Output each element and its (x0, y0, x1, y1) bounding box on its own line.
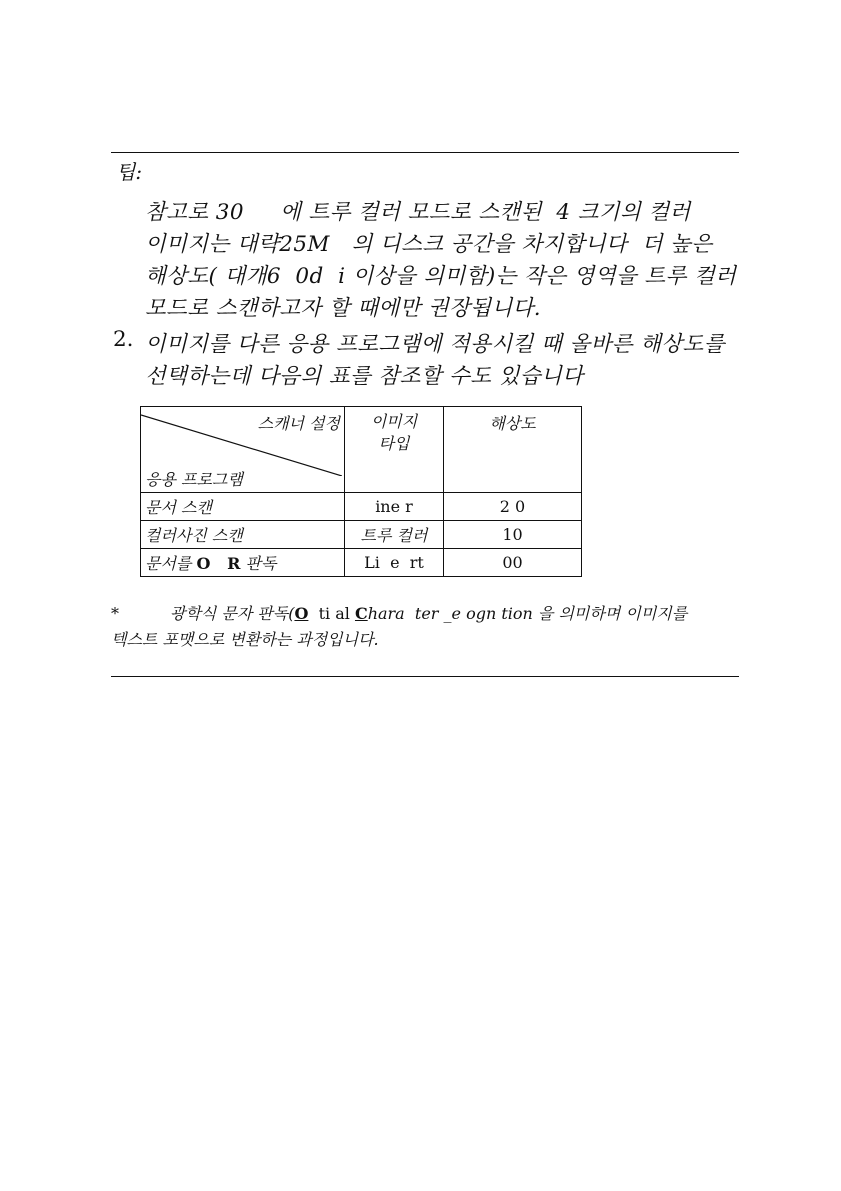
table-row (141, 521, 582, 549)
footnote-c: C (354, 604, 368, 623)
cell-image-type: Li e rt (345, 549, 444, 577)
footnote-line-2: 텍스트 포맷으로 변환하는 과정입니다. (111, 630, 379, 649)
footnote-o: O (294, 604, 309, 623)
diagonal-header-cell (141, 407, 345, 493)
header-image-type (345, 407, 444, 493)
cell-image-type: ine r (345, 493, 444, 521)
header-application: 응용 프로그램 (145, 470, 243, 489)
list-item-text: 선택하는데 다음의 표를 참조할 수도 있습니다 (145, 364, 584, 389)
header-scanner-settings: 스캐너 설정 (257, 414, 340, 433)
cell-resolution: 2 0 (444, 493, 582, 521)
cell-resolution: 10 (444, 521, 582, 549)
tip-paragraph-line: 해상도( 대개6 0d i 이상을 의미함)는 작은 영역을 트루 컬러 (145, 264, 737, 289)
cell-application: 컬러사진 스캔 (141, 521, 345, 549)
header-resolution: 해상도 (444, 407, 582, 493)
list-item-number: 2. (113, 327, 134, 352)
footnote-line-1 (111, 601, 687, 624)
list-item-text: 이미지를 다른 응용 프로그램에 적용시킬 때 올바른 해상도를 (145, 332, 725, 357)
cell-application: 문서 스캔 (141, 493, 345, 521)
table-row (141, 493, 582, 521)
table-row (141, 549, 582, 577)
cell-application-ocr: O R (196, 554, 241, 573)
tip-paragraph-line: 모드로 스캔하고자 할 때에만 권장됩니다. (145, 296, 542, 321)
cell-image-type: 트루 컬러 (345, 521, 444, 549)
resolution-table (140, 406, 582, 577)
cell-application-prefix: 문서를 (145, 554, 192, 573)
cell-resolution: 00 (444, 549, 582, 577)
footnote-text: hara ter _e ogn tion 을 의미하며 이미지를 (367, 604, 688, 623)
bottom-rule (111, 676, 739, 677)
cell-application (141, 549, 345, 577)
tip-paragraph-line: 참고로 30 에 트루 컬러 모드로 스캔된 4 크기의 컬러 (145, 200, 691, 225)
tip-paragraph-line: 이미지는 대략25M 의 디스크 공간을 차지합니다 더 높은 (145, 232, 713, 257)
tip-label: 팁: (116, 160, 143, 184)
cell-application-suffix: 판독 (245, 554, 277, 573)
header-image-type-text: 이미지 타입 (370, 412, 418, 453)
footnote-text: * 광학식 문자 판독( (111, 604, 295, 623)
table-header-row (141, 407, 582, 493)
footnote-text: ti al (308, 604, 355, 623)
top-rule (111, 152, 739, 153)
